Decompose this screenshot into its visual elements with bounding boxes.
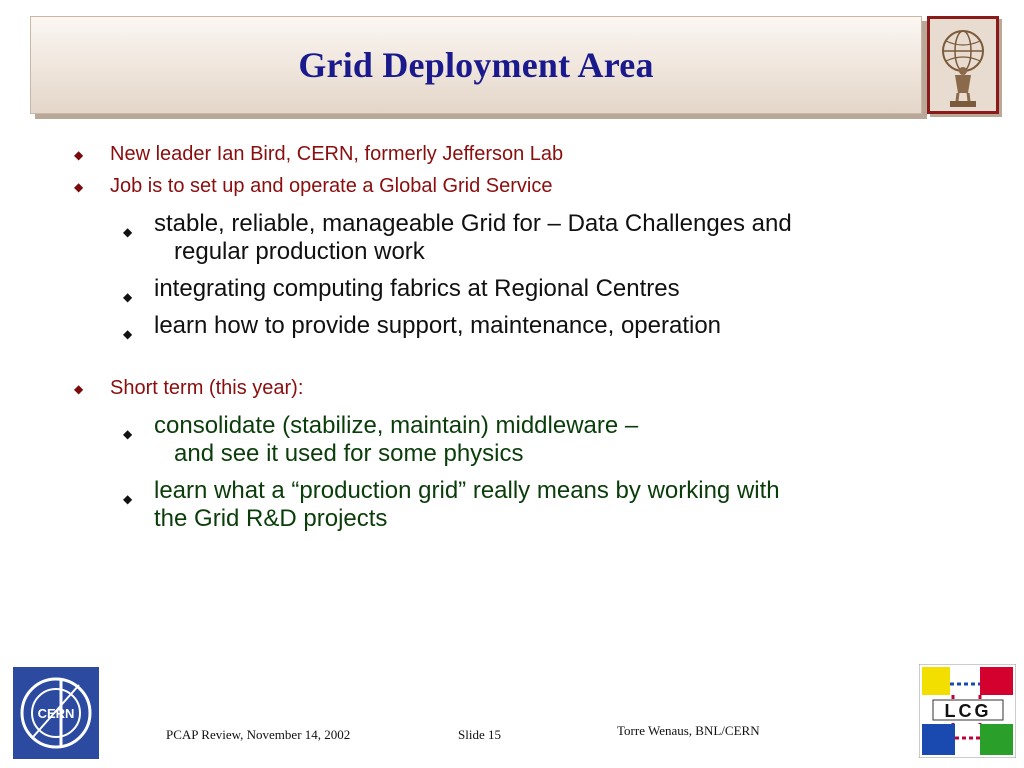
bullet-text: Short term (this year): xyxy=(110,377,304,399)
diamond-icon: ◆ xyxy=(123,427,133,441)
cern-logo xyxy=(13,667,99,759)
diamond-icon: ◆ xyxy=(123,327,133,341)
bullet-text-line: learn how to provide support, maintenance, operation xyxy=(154,312,722,339)
diamond-icon: ◆ xyxy=(74,180,84,194)
slide-number: Slide 15 xyxy=(458,727,501,742)
bullet-text-line: consolidate (stabilize, maintain) middleware – xyxy=(154,412,639,439)
bullet-text-line: learn what a “production grid” really means by working with xyxy=(154,477,780,504)
lcg-logo xyxy=(919,664,1016,758)
lcg-logo-text: LCG xyxy=(944,701,992,721)
bullet-level1 xyxy=(74,377,304,400)
bullet-level2 xyxy=(123,412,639,468)
diamond-icon: ◆ xyxy=(74,148,84,162)
bullet-level1 xyxy=(74,175,553,198)
slide-title: Grid Deployment Area xyxy=(298,45,654,85)
cern-logo-text: CERN xyxy=(37,706,75,721)
bullet-level2 xyxy=(123,477,780,533)
bullet-level1 xyxy=(74,143,564,166)
bullet-text-line: the Grid R&D projects xyxy=(154,505,388,532)
bullet-text-line: and see it used for some physics xyxy=(174,440,524,467)
bullet-text: New leader Ian Bird, CERN, formerly Jefferson Lab xyxy=(110,143,564,165)
bullet-text-line: stable, reliable, manageable Grid for – Data Challenges and xyxy=(154,210,792,237)
diamond-icon: ◆ xyxy=(123,290,133,304)
diamond-icon: ◆ xyxy=(123,492,133,506)
footer-event: PCAP Review, November 14, 2002 xyxy=(166,727,351,742)
bullet-level2 xyxy=(123,312,722,341)
diamond-icon: ◆ xyxy=(74,382,84,396)
bullet-level2 xyxy=(123,275,680,304)
footer-author: Torre Wenaus, BNL/CERN xyxy=(617,723,760,738)
bullet-text: Job is to set up and operate a Global Grid Service xyxy=(110,175,553,197)
bullet-text-line: integrating computing fabrics at Regional Centres xyxy=(154,275,680,302)
bullet-level2 xyxy=(123,210,792,266)
bullet-text-line: regular production work xyxy=(174,238,425,265)
diamond-icon: ◆ xyxy=(123,225,133,239)
